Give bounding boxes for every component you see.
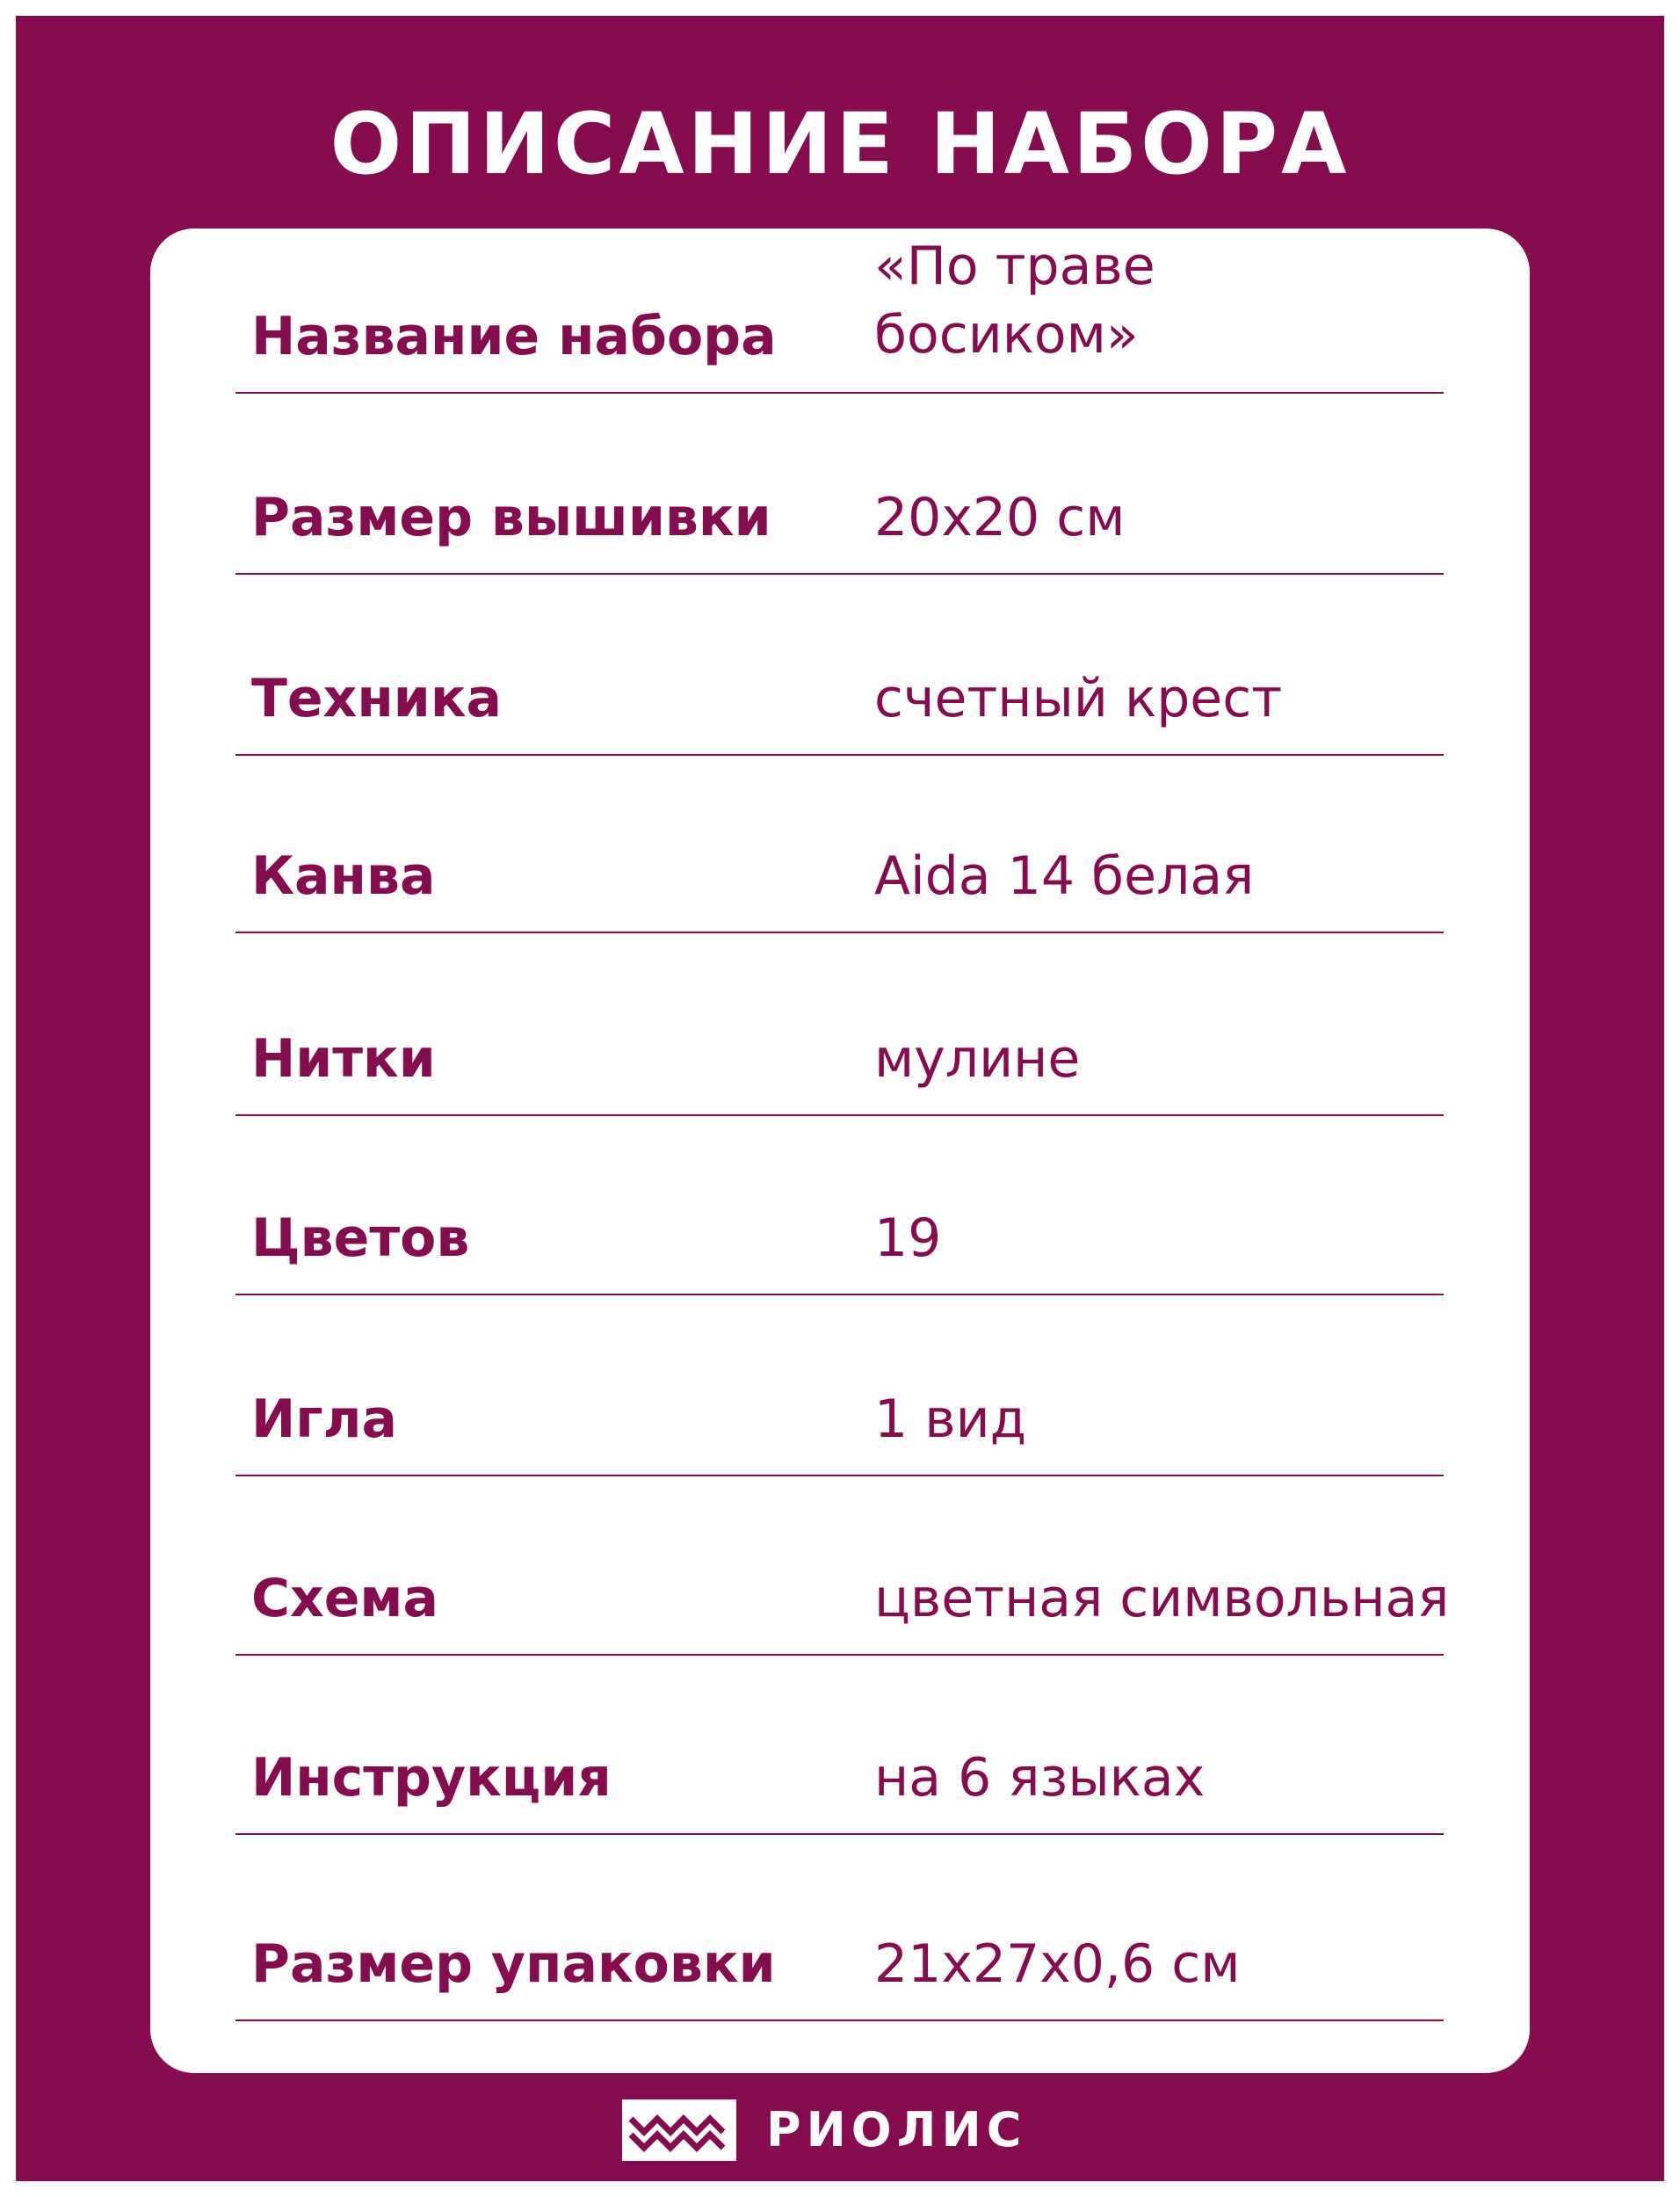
spec-value: Aida 14 белая	[874, 845, 1255, 907]
spec-label: Канва	[251, 845, 436, 907]
spec-row-chart	[235, 1476, 1450, 1656]
spec-value: 20x20 см	[874, 487, 1126, 548]
page-title: ОПИСАНИЕ НАБОРА	[329, 95, 1351, 193]
spec-label: Игла	[251, 1389, 397, 1450]
spec-value: на 6 языках	[874, 1747, 1206, 1809]
spec-value: цветная символьная	[874, 1568, 1450, 1629]
spec-row-threads	[235, 933, 1444, 1116]
spec-label: Инструкция	[251, 1747, 612, 1809]
spec-label: Название набора	[251, 306, 777, 367]
spec-row-canvas	[235, 756, 1444, 933]
spec-label: Схема	[251, 1568, 438, 1629]
spec-row-embroidery-size	[235, 394, 1444, 575]
brand-name: РИОЛИС	[766, 2102, 1027, 2157]
spec-value: «По траве босиком»	[874, 236, 1155, 366]
spec-value: мулине	[874, 1028, 1081, 1090]
spec-value: 21x27x0,6 см	[874, 1933, 1241, 1995]
spec-row-technique	[235, 575, 1444, 756]
spec-label: Техника	[251, 668, 503, 729]
spec-value: счетный крест	[874, 668, 1283, 729]
spec-row-kit-name	[235, 230, 1444, 394]
spec-row-needle	[235, 1295, 1444, 1476]
spec-label: Цветов	[251, 1207, 470, 1269]
spec-row-colors	[235, 1116, 1444, 1295]
spec-value: 19	[874, 1207, 942, 1269]
spec-row-instructions	[235, 1656, 1444, 1835]
riolis-logo-icon	[622, 2099, 736, 2161]
spec-row-package-size	[235, 1835, 1444, 2021]
spec-value: 1 вид	[874, 1389, 1027, 1450]
spec-label: Размер вышивки	[251, 487, 771, 548]
spec-label: Нитки	[251, 1028, 436, 1090]
spec-label: Размер упаковки	[251, 1933, 776, 1995]
brand-footer	[622, 2099, 1061, 2161]
